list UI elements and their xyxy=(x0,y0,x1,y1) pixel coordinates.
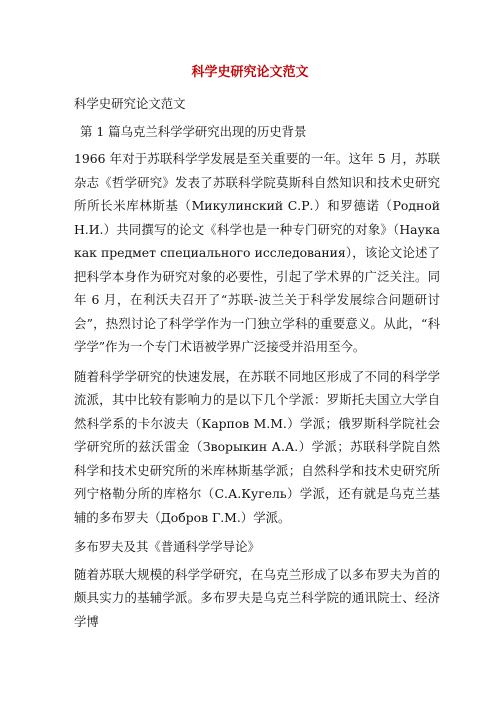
body-paragraph-kiev-school: 随着苏联大规模的科学学研究，在乌克兰形成了以多布罗夫为首的颇具实力的基辅学派。多布罗夫是乌克兰科学院的通讯院士、经济学博 xyxy=(74,566,440,629)
body-paragraph-1966: 1966 年对于苏联科学学发展是至关重要的一年。这年 5 月，苏联杂志《哲学研究》发表了苏联科学院莫斯科自然知识和技术史研究所所长米库林斯基（Микулинский С.Р.）和罗德诺（Родной Н.И.）共同撰写的论文《科学也是一种专门研究的对象》（Наука как предмет специального исследования），该论文论述了把科学本身作为研究对象的必要性，引起了学术界的广泛关注。同年 6 月，在利沃夫召开了“苏联-波兰关于科学发展综合问题研讨会”，热烈讨论了科学学作为一门独立学科的重要意义。从此，“科学学”作为一个专门术语被学界广泛接受并沿用至今。 xyxy=(74,151,440,354)
document-title: 科学史研究论文范文 xyxy=(191,65,309,80)
body-paragraph-schools: 随着科学学研究的快速发展，在苏联不同地区形成了不同的科学学流派，其中比较有影响力的是以下几个学派：罗斯托夫国立大学自然科学系的卡尔波夫（Карпов М.М.）学派；俄罗斯科学院社会学研究所的兹沃雷金（Зворыкин А.А.）学派；苏联科学院自然科学和技术史研究所的米库林斯基学派；自然科学和技术史研究所列宁格勒分所的库格尔（С.А.Кугель）学派，还有就是乌克兰基辅的多布罗夫（Добров Г.М.）学派。 xyxy=(74,368,440,525)
document-body xyxy=(74,92,440,639)
subtitle-paragraph: 科学史研究论文范文 xyxy=(74,96,186,111)
section-heading: 第 1 篇乌克兰科学学研究出现的历史背景 xyxy=(80,123,307,139)
section-heading-dobrov: 多布罗夫及其《普通科学学导论》 xyxy=(74,539,260,554)
